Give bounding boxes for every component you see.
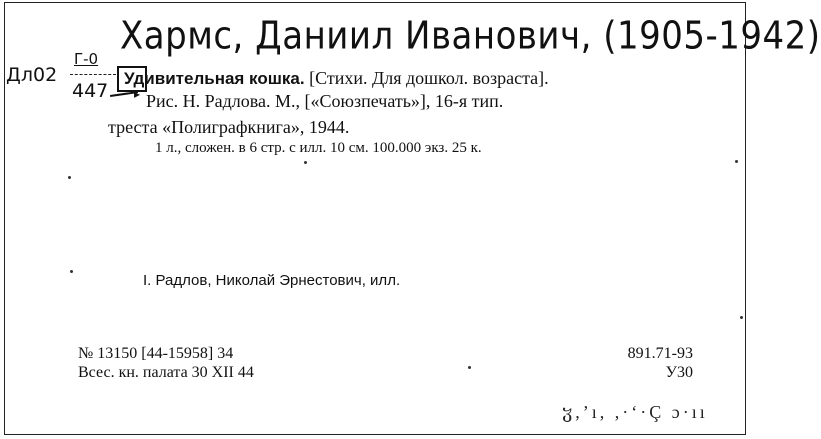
title-main: дивительная кошка.: [133, 69, 305, 88]
arrow-head-icon: ▸: [134, 87, 141, 101]
book-chamber-note: Всес. кн. палата 30 XII 44: [78, 364, 254, 381]
handwritten-call-number-top: Г-0: [74, 50, 99, 68]
physical-description: 1 л., сложен. в 6 стр. с илл. 10 см. 100.000 экз. 25 к.: [155, 140, 482, 156]
author-code: У30: [665, 364, 693, 381]
title-subtitle: [Стихи. Для дошкол. возраста].: [309, 68, 549, 88]
title-first-letter: У: [124, 69, 134, 88]
added-entry-illustrator: I. Радлов, Николай Эрнестович, илл.: [143, 272, 401, 289]
speck: [468, 366, 471, 369]
speck: [304, 161, 307, 164]
registration-number: № 13150 [44-15958] 34: [78, 345, 234, 362]
handwritten-scribble: ჳ,ʼı, ,·ʻ·Ç ɔ·ıı: [562, 402, 708, 422]
speck: [735, 160, 738, 163]
handwritten-author-heading: Хармс, Даниил Иванович, (1905-1942): [120, 14, 821, 59]
printer-line: треста «Полиграфкнига», 1944.: [108, 117, 350, 137]
classification-code: 891.71-93: [627, 345, 693, 362]
speck: [70, 270, 73, 273]
imprint-line: Рис. Н. Радлова. М., [«Союзпечать»], 16-я тип.: [146, 91, 504, 111]
handwritten-call-number-bottom: 447: [72, 80, 109, 102]
speck: [740, 316, 743, 319]
speck: [68, 176, 71, 179]
handwritten-shelf-mark: Дл02: [6, 64, 58, 86]
title-line: [124, 68, 549, 89]
call-number-divider: [70, 74, 116, 75]
